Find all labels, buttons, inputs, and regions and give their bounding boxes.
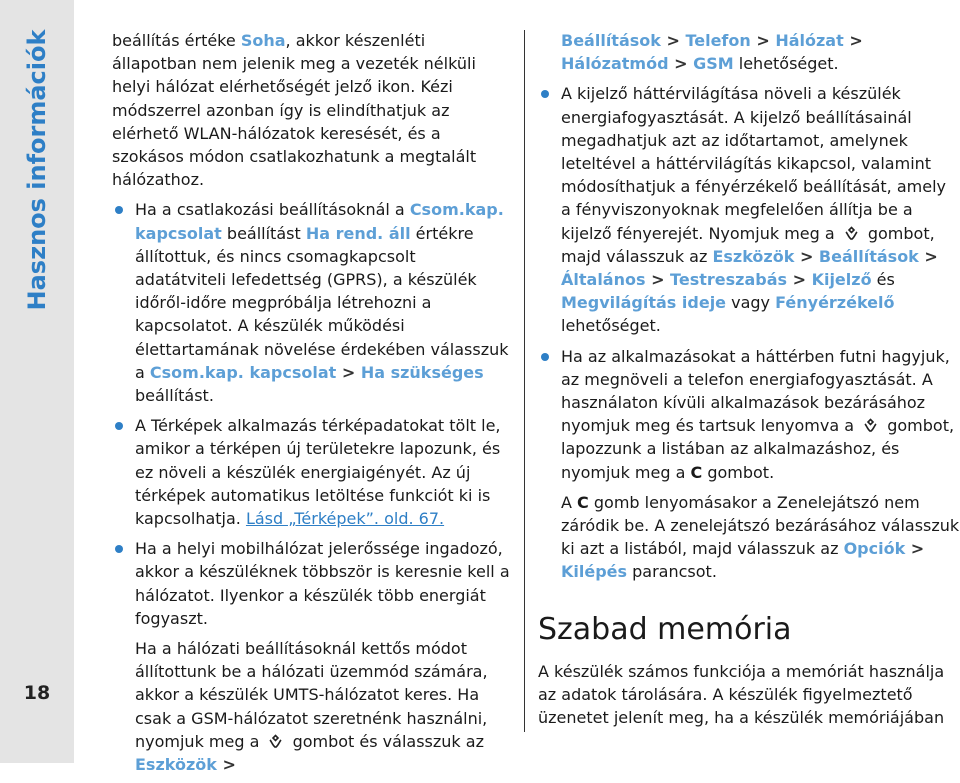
keyword: Hálózatmód	[561, 54, 669, 74]
text: Ha a hálózati beállításoknál kettős módot állítottunk be a hálózati üzemmód számára, akkor a készülék UMTS-hálózatot keres. Ha csak a GSM-hálózatot szeretnénk használni, nyomjuk meg a	[135, 639, 488, 751]
column-divider	[524, 30, 525, 732]
paragraph	[538, 29, 960, 75]
text: Ha a helyi mobilhálózat jelerőssége ingadozó, akkor a készüléknek többször is keresnie kell a hálózatot. Ilyenkor a készülék több energiát fogyaszt.	[135, 539, 510, 628]
text: és	[871, 270, 895, 290]
text: A Térképek alkalmazás térképadatokat tölt le, amikor a térképen új területekre lapozunk, és ez növeli a készülék energiaigényét. Az új térképek automatikus letöltése funkciót ki is kapcsolhatja.	[135, 416, 501, 529]
separator: >	[336, 362, 361, 382]
keyword: Csom.kap. kapcsolat	[149, 362, 337, 382]
right-column	[538, 29, 960, 736]
bullet-item	[112, 537, 510, 630]
keyword: Opciók	[843, 539, 906, 559]
paragraph: A készülék számos funkciója a memóriát használja az adatok tárolására. A készülék figyelmeztető üzenetet jelenít meg, ha a készülék memóriájában	[538, 661, 945, 728]
paragraph	[538, 491, 960, 584]
keyword: Csom.kap. kapcsolat	[135, 200, 504, 243]
text: lehetőséget.	[561, 316, 661, 336]
bullet-item	[112, 414, 510, 530]
bullet-item	[538, 345, 960, 484]
separator: >	[216, 755, 236, 775]
cross-reference-link[interactable]: Lásd „Térképek”. old. 67.	[245, 509, 445, 529]
menu-key-icon	[267, 733, 284, 750]
text: A kijelző háttérvilágítása növeli a készülék energiafogyasztását. A kijelző beállításainál megadhatjuk azt az időtartamot, amelynek leteltével a háttérvilágítás kikapcsol, valamint módosíthatjuk a fényérzékelő beállítását, amely a fényviszonyoknak megfelelően állítja be a kijelző fényerejét. Nyomjuk meg a	[561, 84, 946, 243]
keyword: Soha	[240, 31, 286, 50]
text: gombot.	[702, 462, 775, 482]
text: értékre állítottuk, és nincs csomagkapcsolt adatátviteli lefedettség (GPRS), a készülék időről-időre megpróbálja létrehozni a kapcsolatot. A készülék működési élettartamának növelése érdekében válasszuk a	[135, 223, 509, 382]
section-heading: Szabad memória	[538, 611, 792, 647]
text: gombot, lapozzunk a listában az alkalmazáshoz, és nyomjuk meg a	[561, 416, 955, 482]
text: A	[561, 492, 578, 512]
keyword: Fényérzékelő	[775, 293, 895, 313]
text: gombot, majd válasszuk az	[561, 223, 935, 266]
chapter-title: Hasznos információk	[23, 29, 51, 311]
keyword: Megvilágítás ideje	[561, 293, 727, 313]
separator: >	[668, 54, 694, 74]
separator: >	[918, 246, 938, 266]
text: parancsot.	[627, 562, 717, 582]
keyword: Kijelző	[811, 270, 872, 290]
separator: >	[645, 270, 671, 290]
keyword: Ha rend. áll	[305, 223, 411, 243]
separator: >	[660, 31, 686, 50]
c-key-label: C	[690, 462, 703, 482]
keyword: Hálózat	[775, 31, 844, 50]
text: beállítást	[221, 223, 306, 243]
sidebar	[0, 0, 74, 763]
text: beállítást.	[135, 386, 214, 406]
keyword: Beállítások	[818, 246, 919, 266]
keyword: Beállítások	[561, 31, 661, 50]
bullet-item	[112, 198, 510, 407]
text: lehetőséget.	[733, 54, 839, 74]
keyword: Ha szükséges	[360, 362, 484, 382]
menu-key-icon	[843, 225, 860, 242]
paragraph	[112, 29, 510, 191]
c-key-label: C	[577, 492, 589, 512]
keyword: Általános	[561, 270, 646, 290]
keyword: Testreszabás	[670, 270, 788, 290]
keyword: Eszközök	[712, 246, 795, 266]
keyword: Kilépés	[561, 562, 628, 582]
bullet-item	[538, 82, 960, 337]
separator: >	[843, 31, 863, 50]
menu-key-icon	[862, 417, 879, 434]
page-number: 18	[23, 682, 51, 704]
text: Ha az alkalmazásokat a háttérben futni hagyjuk, az megnöveli a telefon energiafogyasztását. A használaton kívüli alkalmazások bezárásához nyomjuk meg és tartsuk lenyomva a	[561, 346, 950, 436]
left-column	[112, 29, 510, 783]
separator: >	[787, 270, 812, 290]
keyword: Eszközök	[135, 755, 217, 775]
text: beállítás értéke	[112, 31, 241, 50]
text: vagy	[726, 293, 776, 313]
paragraph	[112, 637, 510, 776]
text: Ha a csatlakozási beállításoknál a	[135, 200, 410, 220]
separator: >	[750, 31, 776, 50]
text: gombot és válasszuk az	[287, 731, 484, 751]
separator: >	[905, 539, 925, 559]
keyword: GSM	[693, 54, 734, 74]
separator: >	[794, 246, 819, 266]
text: gomb lenyomásakor a Zenelejátszó nem záródik be. A zenelejátszó bezárásához válasszuk ki azt a listából, majd válasszuk az	[561, 492, 960, 559]
text: , akkor készenléti állapotban nem jelenik meg a vezeték nélküli helyi hálózat elérhetőségét jelző ikon. Kézi módszerrel azonban így is elindíthatjuk az elérhető WLAN-hálózatok keresését, és a szokásos módon csatlakozhatunk a megtalált hálózathoz.	[112, 31, 477, 190]
keyword: Telefon	[685, 31, 751, 50]
